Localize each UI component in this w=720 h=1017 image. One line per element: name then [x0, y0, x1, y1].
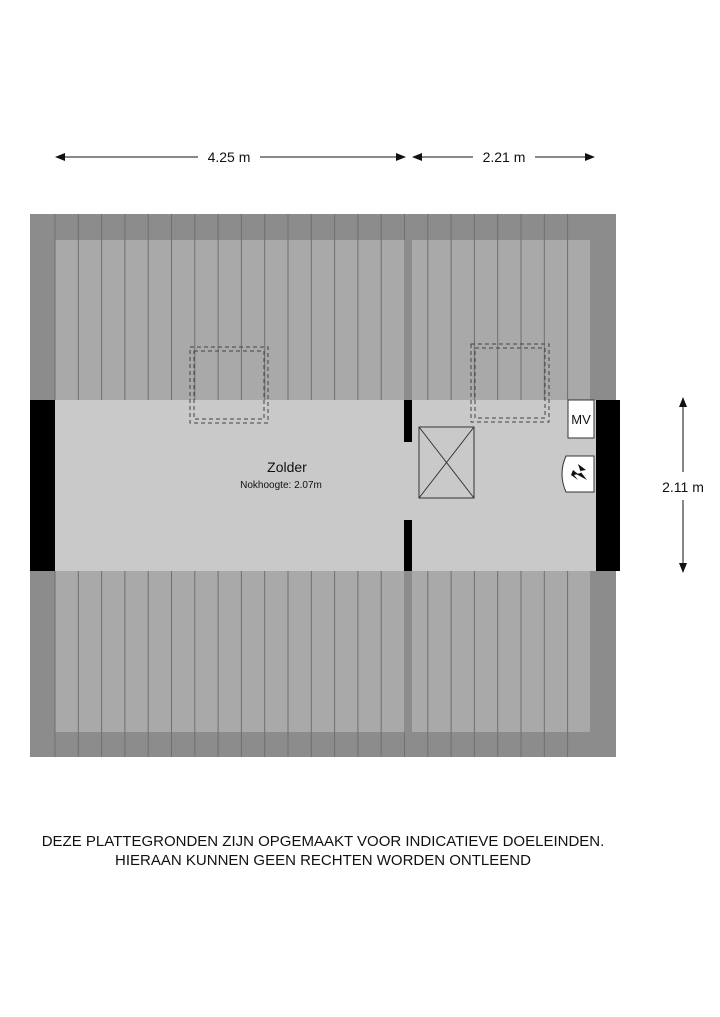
roof-top: [30, 214, 616, 400]
roof-divider-bottom: [404, 571, 412, 732]
ventilation-unit: [568, 400, 594, 438]
wall-stub-top: [404, 400, 412, 442]
dimension-width-right-label: 2.21 m: [482, 149, 526, 165]
dimension-depth-label: 2.11 m: [662, 479, 704, 495]
ventilation-label: MV: [571, 412, 591, 427]
boiler: [562, 456, 594, 492]
wall-left: [30, 400, 55, 571]
roof-divider-top: [404, 240, 412, 400]
disclaimer-line-1: DEZE PLATTEGRONDEN ZIJN OPGEMAAKT VOOR INDICATIEVE DOELEINDEN.: [41, 833, 605, 850]
disclaimer-line-2: HIERAAN KUNNEN GEEN RECHTEN WORDEN ONTLEEND: [115, 852, 531, 869]
roof-bottom: [30, 571, 616, 757]
wall-stub-bottom: [404, 520, 412, 571]
wall-right: [596, 400, 620, 571]
disclaimer: [0, 832, 646, 870]
room-name: Zolder: [267, 459, 307, 475]
dimension-width-left-label: 4.25 m: [207, 149, 251, 165]
attic-floor: [55, 400, 596, 571]
room-ridge-height: Nokhoogte: 2.07m: [240, 480, 322, 491]
